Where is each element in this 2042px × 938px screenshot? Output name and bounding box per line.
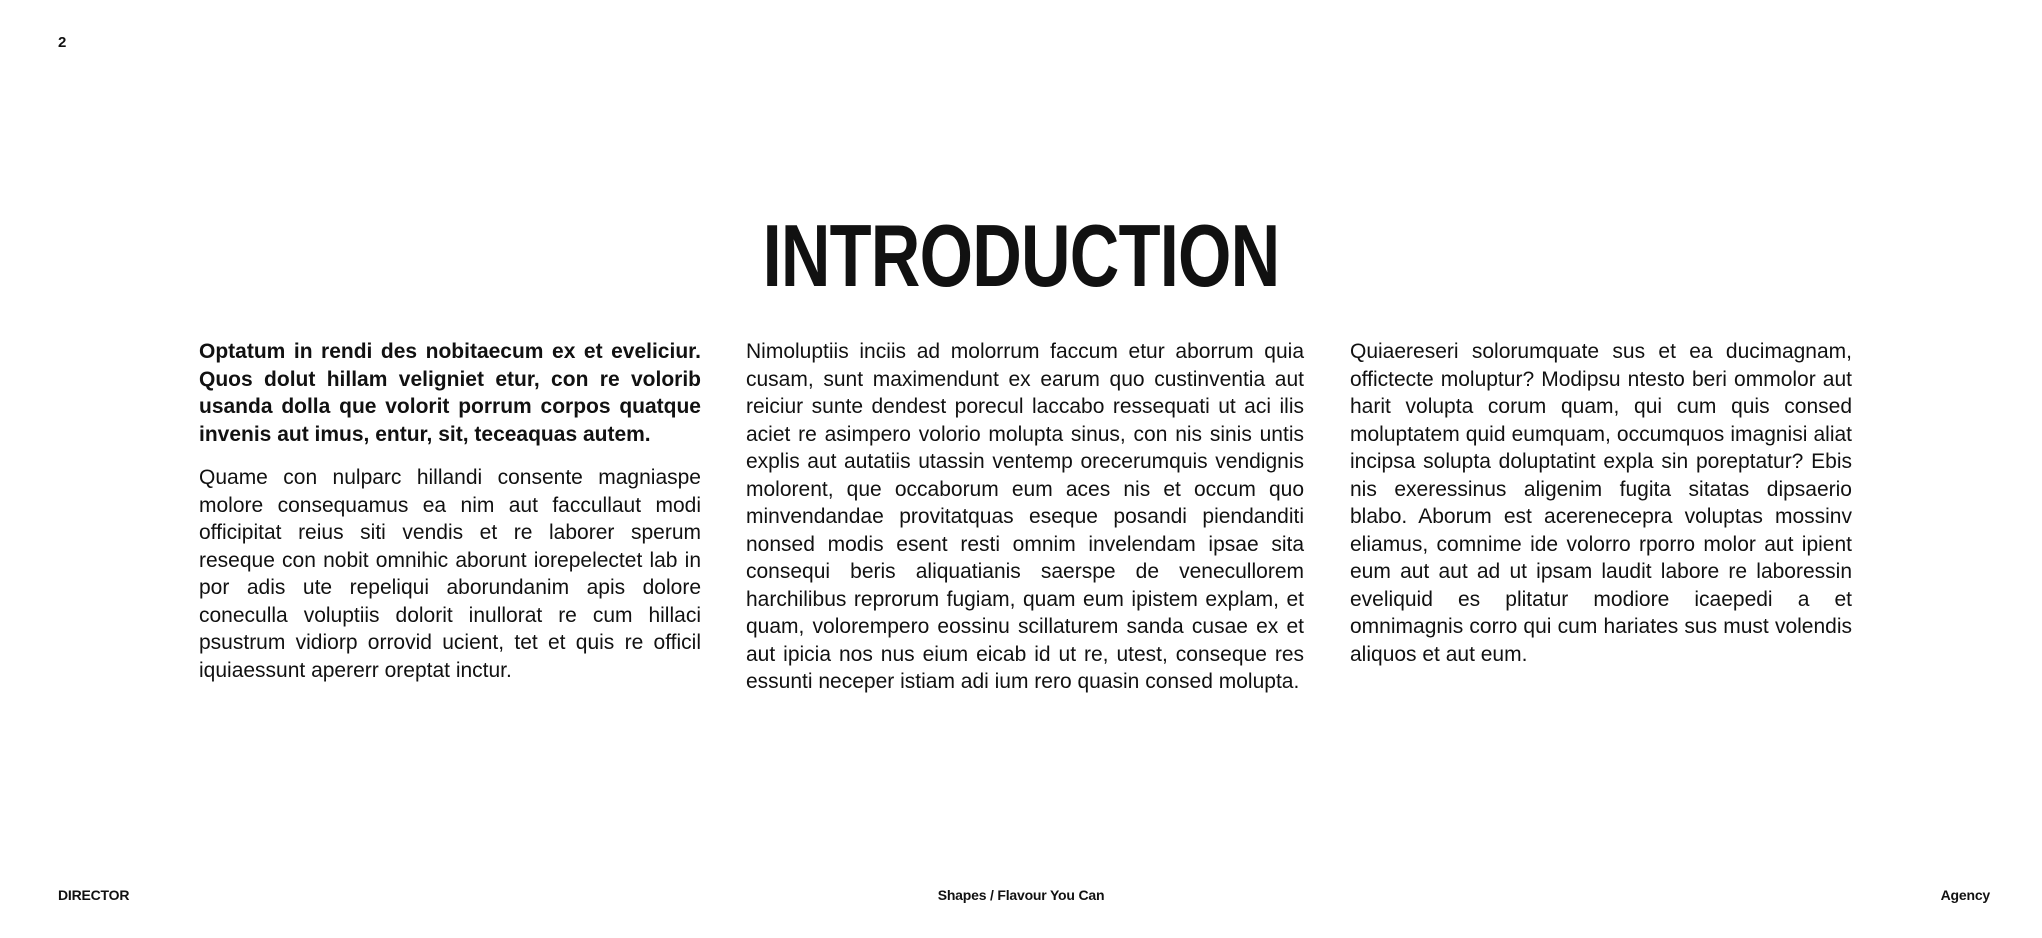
body-paragraph-left: Quame con nulparc hillandi consente magniaspe molore consequamus ea nim aut faccullaut modi officipitat reius siti vendis et re laborer sperum reseque con nobit omnihic aborunt iorepelectet lab in por adis ute repeliqui aborundanim apis dolore coneculla voluptiis dolorit inullorat re cum hillaci psustrum vidiorp orrovid ucient, tet et quis re officil iquiaessunt apererr oreptat inctur. [199, 466, 701, 682]
page-title: INTRODUCTION [762, 206, 1280, 305]
column-left [199, 338, 701, 684]
body-paragraph-middle: Nimoluptiis inciis ad molorrum faccum etur aborrum quia cusam, sunt maximendunt ex earum quo custinventia aut reiciur sunte dendest porecul laccabo ressequati ut aci ilis aciet re asimpero volorio molupta sinus, con nis sinis untis explis aut autatiis utassin ventemp orecerumquis vendignis molorent, que occaborum eum aces nis et occum quo minvendandae provitatquas eseque posandi piendanditi nonsed modis esent resti omnim invelendam ipsae sita consequi beris aliquatianis saerspe de venecullorem harchilibus reprorum fugiam, quam eum ipistem explam, et quam, volorempero eossinu scillaturem sanda cusae ex et aut ipicia nos nus eium eicab id ut re, utest, conseque res essunti neceper istiam adi ium rero quasin consed molupta. [746, 340, 1304, 693]
footer-agency: Agency [1940, 887, 1990, 903]
body-paragraph-right: Quiaereseri solorumquate sus et ea ducimagnam, offictecte moluptur? Modipsu ntesto beri ommolor aut harit volupta corum quam, qui cum quis consed moluptatem quid eumquam, occumquos imagnisi aliat incipsa solupta doluptatint expla sin poreptatur? Ebis nis exeressinus aligenim fugita sitatas dipsaerio blabo. Aborum est acerenecepra voluptas mossinv eliamus, comnime ide volorro rporro molor aut ipient eum aut aut ad ut ipsam laudit labore re laboressin eveliquid es plitatur modiore icaepedi a et omnimagnis corro qui cum hariates sus must volendis aliquos et aut eum. [1350, 340, 1852, 666]
footer-director: DIRECTOR [58, 887, 130, 903]
lead-paragraph: Optatum in rendi des nobitaecum ex et eveliciur. Quos dolut hillam veligniet etur, con re volorib usanda dolla que volorit porrum corpos quatque invenis aut imus, entur, sit, teceaquas autem. [199, 340, 701, 446]
column-right [1350, 338, 1852, 668]
footer-publication: Shapes / Flavour You Can [937, 887, 1105, 903]
page-number: 2 [58, 34, 67, 51]
column-middle [746, 338, 1304, 696]
